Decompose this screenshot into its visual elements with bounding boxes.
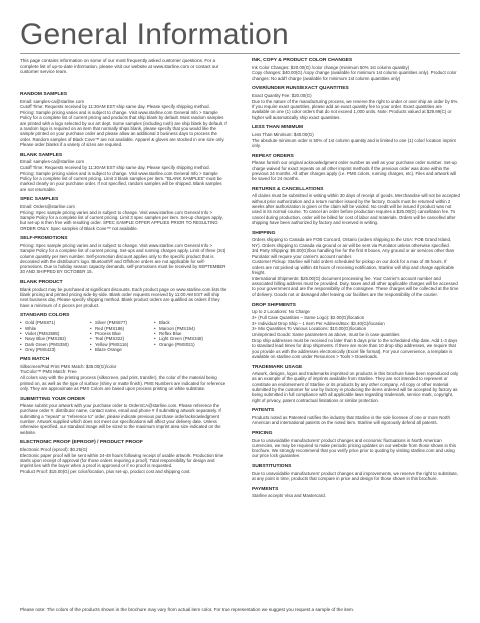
section-paragraph: All claims must be submitted in writing within 30 days of receipt of goods. Merchandise will not be accepted without prior authorization and a return number issued by the factory. Goods must be returned within 2 weeks after authorization is given or the claim will be voided. No credit will be issued if product was not used in its normal course. To cancel an order before production requires a $25.00(G) cancellation fee. To cancel during production, order will be billed for cost of labor and materials. Orders will be cancelled after shipping have been authorized by factory and received in writing.	[252, 193, 460, 225]
page-title: General Information	[20, 18, 289, 51]
left-sections-mid	[20, 280, 228, 308]
section-paragraph: Up to 2 Locations: No Charge	[252, 309, 310, 314]
section-ink-copy-product-color-changes	[252, 58, 460, 81]
section-paragraph: 3+ Mix Quantities To Various Locations: $10.00(G)/location	[252, 326, 367, 332]
color-item: • Process Blue	[90, 331, 154, 336]
section-repeat-orders	[252, 154, 460, 182]
section-paragraph: Product Proof: $15.00(G) per color/location, plus set-up, product cost and shipping cost.	[20, 469, 191, 475]
section-heading: PATENTS	[252, 408, 275, 414]
section-paragraph: Blank product may be purchased at significant discounts. Each product page on www.starline.com lists the blank pricing and printed pricing side-by-side. Blank order requests received by 11:00 AM EST will ship next business day. Please specify shipping method. Blank product orders are qualified as orders if they have a minimum of 4 pieces per product.	[20, 286, 227, 308]
section-paragraph: The absolute minimum order is 50% of 1st column quantity and is limited to one (1) color/ location imprint only.	[252, 137, 456, 148]
color-item: • Navy Blue (PMS282)	[20, 336, 90, 341]
color-item: • Reflex Blue	[154, 331, 224, 336]
section-paragraph: Pricing: Sample pricing varies and is subject to change. Visit www.starline.com General Info > Sample Policy for a complete list of current pricing. Limit 3 blank samples per item. "BLANK SAMPLES" must be marked clearly on your purchase order. If not specified, random samples will be shipped. Blank samples are not returnable.	[20, 170, 222, 192]
standard-colors-heading: STANDARD COLORS	[20, 313, 70, 319]
section-heading: ELECTRONIC PROOF (EPROOF) / PRODUCT PROOF	[20, 440, 143, 446]
section-heading: DROP SHIPMENTS	[252, 302, 296, 308]
standard-colors-list	[20, 320, 228, 352]
color-item: • Orange (PMS021)	[154, 342, 224, 347]
section-paragraph: Starline accepts Visa and Mastercard.	[252, 493, 326, 499]
color-item: • Blaze Orange	[90, 347, 154, 352]
left-column	[20, 92, 228, 480]
color-item: • Teal (PMS322)	[90, 336, 154, 341]
color-item: • Maroon (PMS194)	[154, 326, 224, 331]
section-submitting-your-order	[20, 397, 228, 435]
section-self-promotions	[20, 236, 228, 274]
section-paragraph: 3+ Individual Drop Ship – 1 Item Per Address/Box: $3.40(G)/location	[252, 320, 385, 326]
section-paragraph: Electronic Proof (eproof): $0.25(G)	[20, 446, 88, 452]
section-paragraph: Less Than Minimum: $40.00(G)	[252, 131, 314, 137]
section-paragraph: Email: samples-ca@starline.com	[20, 98, 84, 104]
left-sections-top	[20, 92, 228, 275]
section-heading: RETURNS & CANCELLATIONS	[252, 186, 324, 192]
color-item: • Dark Green (PMS350)	[20, 342, 90, 347]
section-returns-cancellations	[252, 187, 460, 225]
section-paragraph: Due to the nature of the manufacturing process, we reserve the right to under or over ship an order by 5%. If you require exact quantities, please add an exact quantity fee to your order. Exact quantities are available on one (1) color orders that do not exceed 1,000 units. Note: Products valued at $29.99(C) or higher will automatically ship exact quantities.	[252, 98, 459, 120]
section-heading: PRICING	[252, 431, 273, 437]
section-paragraph: Please submit your artwork with your purchase order to OrdersCA@starline.com. Please reference the purchase order #, distributor name, contact name, email and phone # if submitting artwork separately. If submitting a "repeat" or "reference to" order, please indicate previous purchase order/acknowledgment number. Artwork supplied which does not meet our specifications will affect your delivery date. Unless otherwise specified, our standard image will be sized to the maximum imprint area size indicated on the website.	[20, 403, 221, 435]
section-paragraph: All colors vary with the printing process (silkscreen, pad print, transfer), the color of the material being printed on, as well as the type of surface (shiny or matte finish). PMS Numbers are indicated for reference only. They are approximate as PMS Colors are based upon process printing on white substrate.	[20, 375, 226, 391]
section-heading: TRADEMARK USAGE	[252, 364, 303, 370]
section-paragraph: Copy changes: $40.00(G) /copy change (available for minimum 1st column quantities only). Product color changes: No add'l charge (available for minimum 1st column quantities only)	[252, 70, 457, 81]
section-paragraph: International Shipments: $25.00(G) document processing fee. Your Carrier's account number and associated billing address must be provided. Duty, taxes and all other applicable charges will be accessed to your government and are the responsibility of the consignee. These charges will be collected at the time of delivery. Goods not or damaged after leaving our facilities are the responsibility of the courier.	[252, 275, 459, 297]
section-heading: INK, COPY & PRODUCT COLOR CHANGES	[252, 58, 353, 63]
color-item: • Violet (PMS2685)	[20, 331, 90, 336]
color-item: • Yellow (PMS116)	[90, 342, 154, 347]
section-heading: PMS MATCH	[20, 357, 50, 363]
section-paragraph: Cutoff Time: Requests received by 11:30AM EST ship same day. Please specify shipping method.	[20, 164, 210, 170]
section-heading: PAYMENTS	[252, 486, 279, 492]
color-column	[20, 320, 90, 352]
color-column	[154, 320, 224, 352]
section-paragraph: Pricing: Sample pricing varies and is subject to change. Visit www.starline.com General Info > Sample Policy for a complete list of current pricing and products that ship blank by default. Most random samples are printed with a logo selected by our art dept. Some samples (including rush) are ship blank by default. If a random logo is required on an item that normally ships blank, please specify that you would like the sample printed on your purchase order and please allow an additional 3 business days to process the order. Random samples of Black Cove™ are not available. Apparel & gloves are stocked in one size only. Please order blanks if a variety of sizes are required.	[20, 110, 227, 147]
left-sections-bottom	[20, 357, 228, 474]
section-trademark-usage	[252, 365, 460, 403]
section-paragraph: Pricing: Spec sample pricing varies and is subject to change. Visit www.starline.com General Info > Sample Policy for a complete list of current pricing. Limit 3 spec samples per item. Set-up charges apply, but set-up is then free with resulting order. SPEC SAMPLE OFFER APPLIES PRIOR TO RESULTING ORDER ONLY. Spec samples of Black Cove™ not available.	[20, 209, 223, 231]
section-heading: BLANK SAMPLES	[20, 152, 63, 158]
section-heading: BLANK PRODUCT	[20, 280, 63, 286]
section-electronic-proof-eproof-product-proof	[20, 440, 228, 474]
section-blank-product	[20, 280, 228, 308]
section-paragraph: Silkscreen/Pad Print PMS Match: $35.00(G)/color	[20, 363, 117, 369]
title-divider	[20, 53, 460, 54]
section-payments	[252, 487, 460, 499]
color-item: • Grey (PMS423)	[20, 347, 90, 352]
section-less-than-minimum	[252, 125, 460, 148]
section-heading: SPEC SAMPLES	[20, 197, 59, 203]
section-paragraph: Unimprinted Goods: Same parameters as above, must be in case quantities	[252, 332, 400, 338]
section-heading: RANDOM SAMPLES	[20, 92, 68, 97]
section-spec-samples	[20, 197, 228, 230]
section-drop-shipments	[252, 303, 460, 360]
section-pricing	[252, 431, 460, 459]
color-item: • Black	[154, 320, 224, 325]
color-column	[90, 320, 154, 352]
section-paragraph: Artwork, designs, logos and trademarks imprinted on products in this brochure have been reproduced only as an example of the quality of imprints available from Starline. They are not intended to represent or constitute an endorsement of Starline or its products by any other company. All copy or other material submitted by the customer for use by factory in producing the items ordered will be accepted by factory as being submitted in full compliance with all applicable laws regarding trademark, service mark, copyright, right of privacy, patent contractual limitations or similar protection.	[252, 371, 459, 403]
section-heading: LESS THAN MINIMUM	[252, 125, 304, 131]
color-item: • Silver (PMS877)	[90, 320, 154, 325]
section-shipping	[252, 231, 460, 297]
section-paragraph: 3rd Party Shipping: $5.00(G)/box handling fee for the first 8 boxes. Any ground or air services other than Purolator will require your carrier's account number.	[252, 248, 455, 259]
section-paragraph: Please furnish our original acknowledgment order number as well as your purchase order number. Set-up charge waived for exact repeats on all other imprint methods if the previous order was done within the previous 24 months. All other charges apply (i.e. PMS colors, running charges, etc). Files and artwork will be saved for 24 months.	[252, 160, 457, 182]
section-patents	[252, 408, 460, 425]
section-paragraph: TruColor™ PMS Match: Free	[20, 369, 77, 375]
section-heading: SUBMITTING YOUR ORDER	[20, 396, 85, 402]
section-paragraph: Customer Pickup: Starline will hold orders scheduled for pickup on our dock for a max of 48 hours. If orders are not picked up within 48 hours of receiving notification, Starline will ship and charge applicable freight.	[252, 259, 455, 276]
section-paragraph: Due to unavoidable manufacturers' product changes and improvements, we reserve the right to substitute, at any point in time, products that compare in price and design for those shown in this brochure.	[252, 470, 459, 482]
section-pms-match	[20, 357, 228, 391]
color-item: • Light Green (PMS348)	[154, 336, 224, 341]
intro-paragraph: This page contains information on some of our most frequently asked customer questions. For a complete list of up-to-date information, please visit our website at www.starline.com or contact our customer service team.	[20, 58, 219, 75]
section-paragraph: Cutoff Time: Requests received by 11:30AM EST ship same day. Please specify shipping method.	[20, 104, 210, 110]
color-item: • Red (PMS186)	[90, 326, 154, 331]
color-item: • Gold (PMS871)	[20, 320, 90, 325]
right-column	[252, 58, 460, 504]
color-item: • White	[20, 326, 90, 331]
section-heading: SUBSTITUTIONS	[252, 464, 292, 470]
section-paragraph: Electronic paper proof will be sent within 24-48 hours following receipt of usable artwork. Production time starts upon receipt of approval (for those orders requiring a proof). Total responsibility for design and imprint lies with the buyer when a proof is approved or if no proof is requested.	[20, 452, 224, 469]
section-paragraph: Exact Quantity Fee: $20.00(G)	[252, 92, 312, 98]
section-paragraph: Drop ship addresses must be received no later than 5 days prior to the scheduled ship date. Add 1-3 days to standard lead times for drop shipments. If there are more than 10 drop ship addresses, we require that you provide us with the addresses electronically (Excel file format). For your convenience, a template is available on starline.com under Resources > Tools > Downloads.	[252, 337, 458, 359]
section-blank-samples	[20, 153, 228, 192]
section-paragraph: Pricing: Spec sample pricing varies and is subject to change. Visit www.starline.com General Info > Sample Policy for a complete list of current pricing. Set-ups and running charges apply. Limit of three (3ct) column quantity per item number. Self-promotion discount applies only to the specific product that is decorated with the distributor's logo. Bluetooth® and Offshore orders are not applicable for self-promotions. Due to holiday season capacity demands, self-promotions must be received by SEPTEMBER 30 AND SHIPPED BY OCTOBER 15.	[20, 242, 226, 275]
section-paragraph: Email: Orders@starline.com	[20, 203, 75, 209]
standard-colors-section	[20, 313, 228, 352]
section-paragraph: 3+ (Full Case Quantities – Same Logo): $2.00(G)/location	[252, 314, 365, 320]
section-heading: SELF-PROMOTIONS	[20, 236, 68, 242]
section-paragraph: Products noted as Patented notifies the industry that Starline is the sole licensee of one or more North American and international patents on the noted item. Starline will vigorously defend all patents.	[252, 414, 450, 426]
section-paragraph: Ink Color Changes: $20.00(G) /color change (minimum 50% 1st column quantity)	[252, 64, 410, 70]
footnote: Please note: The colors of the products shown in the brochure may vary from actual item color. For true representation we suggest you request a sample of the item.	[20, 607, 355, 612]
section-heading: OVER/UNDER RUNS/EXACT QUANTITIES	[252, 86, 349, 92]
section-paragraph: Orders shipping to Canada are FOB Concord, Ontario (orders shipping to the USA: FOB Grand Island, NY). Orders shipping to Canada via ground or air will be sent via Purolator unless otherwise specified.	[252, 237, 452, 248]
section-heading: SHIPPING	[252, 230, 276, 236]
section-paragraph: Email: samples-ca@starline.com	[20, 159, 84, 165]
section-random-samples	[20, 92, 228, 147]
section-paragraph: Due to unavoidable manufacturers' product changes and economic fluctuations in North American currencies, we may be required to make periodic pricing updates on our website from those shown in this brochure. We strongly recommend that you verify price prior to quoting by visiting starline.com and using our price lock guarantee.	[252, 437, 457, 459]
section-heading: REPEAT ORDERS	[252, 153, 294, 159]
section-substitutions	[252, 464, 460, 481]
section-over-under-runs-exact-quantities	[252, 86, 460, 119]
